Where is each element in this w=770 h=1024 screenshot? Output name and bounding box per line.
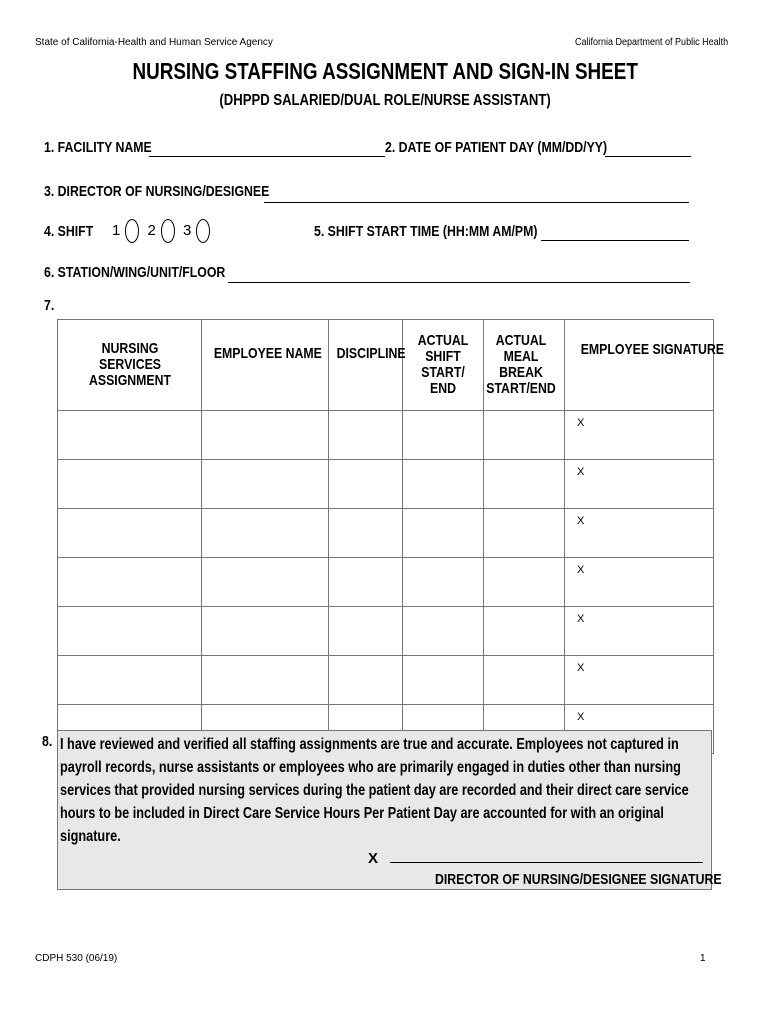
cell-assignment[interactable] xyxy=(58,411,202,460)
cell-assignment[interactable] xyxy=(58,607,202,656)
cell-discipline[interactable] xyxy=(329,509,403,558)
cell-shift[interactable] xyxy=(403,607,484,656)
header-employee-signature: EMPLOYEE SIGNATURE xyxy=(565,320,714,411)
cell-shift[interactable] xyxy=(403,656,484,705)
shift-start-field[interactable] xyxy=(541,240,689,241)
certification-box xyxy=(57,730,722,890)
cell-discipline[interactable] xyxy=(329,607,403,656)
cell-discipline[interactable] xyxy=(329,411,403,460)
date-field[interactable] xyxy=(605,156,691,157)
header-discipline: DISCIPLINE xyxy=(329,320,403,411)
cell-discipline[interactable] xyxy=(329,656,403,705)
table-row xyxy=(58,411,714,460)
facility-name-label: 1. FACILITY NAME xyxy=(44,139,152,156)
staffing-table xyxy=(57,319,725,754)
table-row xyxy=(58,460,714,509)
director-signature-field[interactable] xyxy=(390,862,703,863)
cell-assignment[interactable] xyxy=(58,509,202,558)
header-employee-name: EMPLOYEE NAME xyxy=(202,320,329,411)
cell-shift[interactable] xyxy=(403,509,484,558)
cell-meal[interactable] xyxy=(484,656,565,705)
signature-x-mark: X xyxy=(577,515,585,527)
shift-3-radio[interactable] xyxy=(196,219,210,243)
cell-shift[interactable] xyxy=(403,411,484,460)
cell-employee-signature[interactable] xyxy=(565,558,714,607)
shift-label: 4. SHIFT xyxy=(44,223,94,240)
cell-employee-name[interactable] xyxy=(202,607,329,656)
table-row xyxy=(58,509,714,558)
form-title: NURSING STAFFING ASSIGNMENT AND SIGN-IN SHEET xyxy=(132,58,638,84)
cell-employee-signature[interactable] xyxy=(565,411,714,460)
table-row xyxy=(58,558,714,607)
facility-name-field[interactable] xyxy=(149,156,385,157)
form-number: CDPH 530 (06/19) xyxy=(35,953,118,964)
station-label: 6. STATION/WING/UNIT/FLOOR xyxy=(44,264,226,281)
cell-employee-name[interactable] xyxy=(202,460,329,509)
item-8-label: 8. xyxy=(42,733,53,750)
table-row xyxy=(58,607,714,656)
header-meal-break: ACTUAL MEAL BREAK START/END xyxy=(484,320,565,411)
table-row xyxy=(58,656,714,705)
director-signature-label: DIRECTOR OF NURSING/DESIGNEE SIGNATURE xyxy=(435,871,722,888)
certification-text: I have reviewed and verified all staffing assignments are true and accurate. Employees not captured in payroll records, nurse assistants or employees who are primarily engaged in duties other than nursing services that provided nursing services during the patient day are recorded and their direct care service hours to be included in Direct Care Service Hours Per Patient Day are accounted for with an original signature. xyxy=(60,736,689,845)
date-label: 2. DATE OF PATIENT DAY (MM/DD/YY) xyxy=(385,139,608,156)
cell-employee-name[interactable] xyxy=(202,411,329,460)
shift-option-1-label: 1 xyxy=(112,221,121,239)
shift-option-3-label: 3 xyxy=(183,221,192,239)
cell-meal[interactable] xyxy=(484,509,565,558)
director-field[interactable] xyxy=(264,202,689,203)
cell-shift[interactable] xyxy=(403,558,484,607)
shift-2-radio[interactable] xyxy=(161,219,175,243)
cell-employee-signature[interactable] xyxy=(565,656,714,705)
agency-left-header: State of California-Health and Human Service Agency xyxy=(35,37,273,48)
shift-start-label: 5. SHIFT START TIME (HH:MM AM/PM) xyxy=(314,223,538,240)
signature-x-mark: X xyxy=(577,613,585,625)
signature-x-mark: X xyxy=(577,466,585,478)
cell-employee-name[interactable] xyxy=(202,656,329,705)
cell-assignment[interactable] xyxy=(58,558,202,607)
signature-x-mark: X xyxy=(577,711,585,723)
table-header-row xyxy=(58,320,714,411)
form-subtitle: (DHPPD SALARIED/DUAL ROLE/NURSE ASSISTANT) xyxy=(219,92,551,109)
cell-assignment[interactable] xyxy=(58,656,202,705)
header-shift: ACTUAL SHIFT START/ END xyxy=(403,320,484,411)
cell-meal[interactable] xyxy=(484,558,565,607)
cell-discipline[interactable] xyxy=(329,558,403,607)
cell-meal[interactable] xyxy=(484,607,565,656)
cell-shift[interactable] xyxy=(403,460,484,509)
header-assignment: NURSING SERVICES ASSIGNMENT xyxy=(58,320,202,411)
item-7-label: 7. xyxy=(44,297,55,314)
cell-employee-name[interactable] xyxy=(202,558,329,607)
cell-discipline[interactable] xyxy=(329,460,403,509)
cell-assignment[interactable] xyxy=(58,460,202,509)
page-number: 1 xyxy=(700,953,706,964)
cell-employee-signature[interactable] xyxy=(565,509,714,558)
station-field[interactable] xyxy=(228,282,690,283)
shift-option-2-label: 2 xyxy=(147,221,156,239)
cell-meal[interactable] xyxy=(484,411,565,460)
cell-employee-signature[interactable] xyxy=(565,607,714,656)
signature-x-mark: X xyxy=(577,564,585,576)
signature-x-mark: X xyxy=(577,662,585,674)
cell-employee-name[interactable] xyxy=(202,509,329,558)
shift-options xyxy=(112,219,214,243)
cell-meal[interactable] xyxy=(484,460,565,509)
cell-employee-signature[interactable] xyxy=(565,460,714,509)
agency-right-header: California Department of Public Health xyxy=(574,37,728,48)
shift-1-radio[interactable] xyxy=(125,219,139,243)
director-label: 3. DIRECTOR OF NURSING/DESIGNEE xyxy=(44,183,270,200)
signature-x-mark: X xyxy=(577,417,585,429)
director-signature-mark: X xyxy=(368,850,379,867)
